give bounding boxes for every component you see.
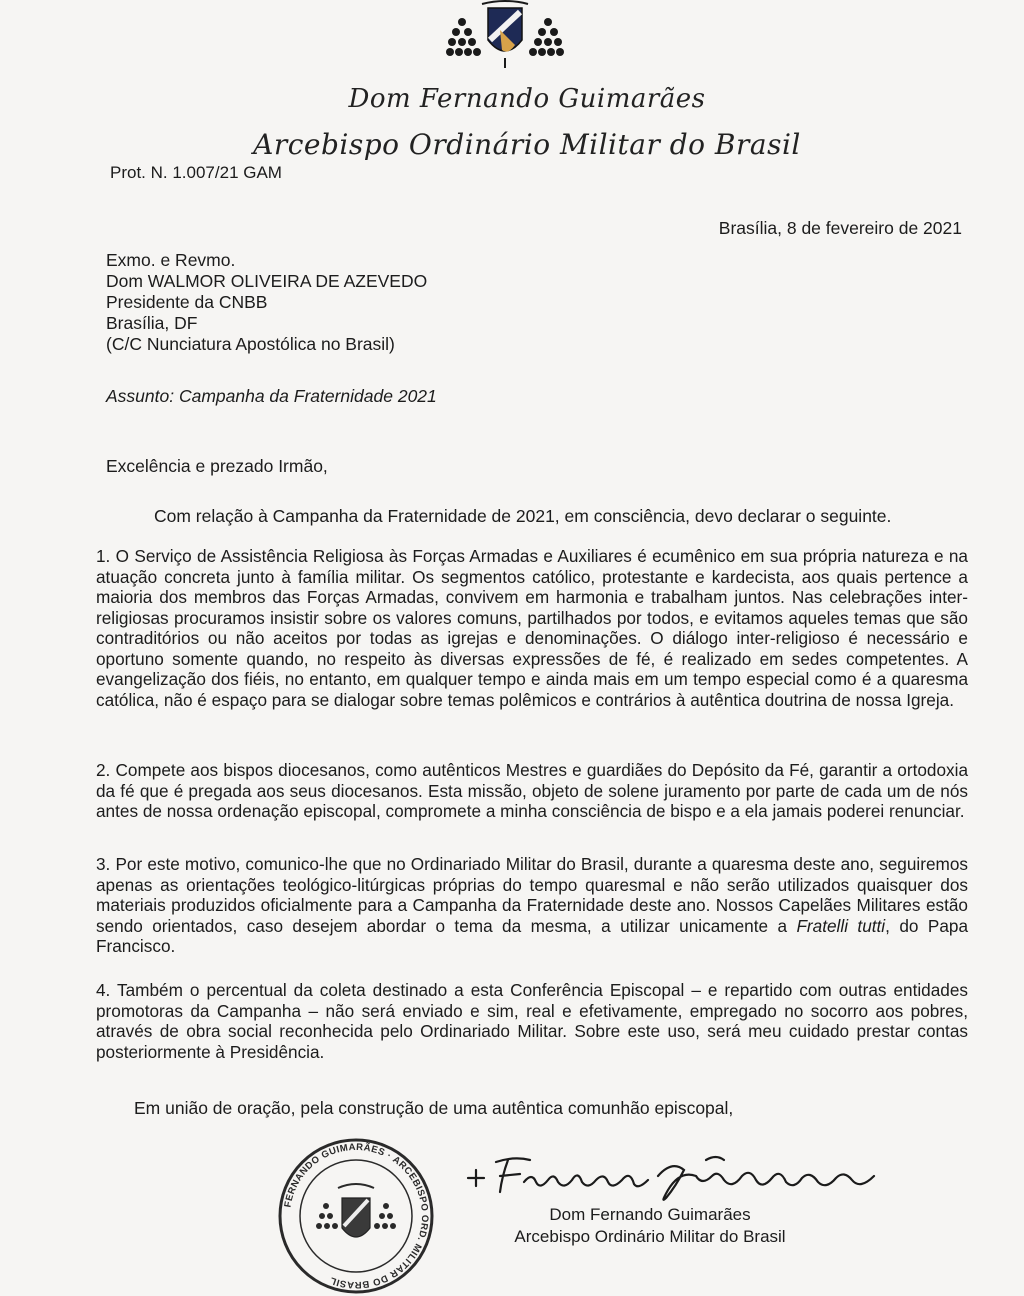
subject-line: Assunto: Campanha da Fraternidade 2021	[106, 386, 437, 406]
recipient-line: Exmo. e Revmo.	[106, 250, 236, 270]
signer-block	[500, 1204, 800, 1248]
paragraph-1: 1. O Serviço de Assistência Religiosa às Forças Armadas e Auxiliares é ecumênico em sua própria natureza e na atuação concreta junto à família militar. Os segmentos católico, protestante e kardecista, aos quais pertence a maioria dos membros das Forças Armadas, convivem em harmonia e trabalham juntos. Nas celebrações inter-religiosas procuramos insistir sobre os valores comuns, partilhados por todos, e evitamos aqueles temas que são contraditórios ou não aceitos por todas as igrejas e denominações. O diálogo inter-religioso é necessário e oportuno somente quando, no respeito às diversas expressões de fé, é realizado em sedes competentes. A evangelização dos fiéis, no entanto, em qualquer tempo e ainda mais em um tempo especial como é a quaresma católica, não é espaço para se dialogar sobre temas polêmicos e contrários à autêntica doutrina de nossa Igreja.	[96, 546, 968, 710]
signer-title: Arcebispo Ordinário Militar do Brasil	[514, 1227, 786, 1246]
coat-of-arms-icon	[440, 0, 570, 70]
signer-name: Dom Fernando Guimarães	[549, 1205, 751, 1224]
greeting: Excelência e prezado Irmão,	[106, 456, 328, 476]
handwritten-signature	[462, 1146, 892, 1206]
recipient-line: Brasília, DF	[106, 313, 198, 333]
protocol-number: Prot. N. 1.007/21 GAM	[110, 163, 282, 182]
seal-text: FERNANDO GUIMARÃES · ARCEBISPO ORD. MILITAR DO BRASIL	[282, 1141, 431, 1291]
paragraph-4: 4. Também o percentual da coleta destinado a esta Conferência Episcopal – e repartido com outras entidades promotoras da Campanha – não será enviado e sim, real e efetivamente, empregado no socorro aos pobres, através de obra social reconhecida pelo Ordinariado Militar. Sobre este uso, será meu cuidado prestar contas posteriormente à Presidência.	[96, 980, 968, 1062]
recipient-line: (C/C Nunciatura Apostólica no Brasil)	[106, 334, 395, 354]
recipient-line: Dom WALMOR OLIVEIRA DE AZEVEDO	[106, 271, 428, 291]
letter-date: Brasília, 8 de fevereiro de 2021	[718, 218, 962, 238]
recipient-line: Presidente da CNBB	[106, 292, 268, 312]
official-seal-icon	[276, 1136, 436, 1296]
paragraph-3-text: 3. Por este motivo, comunico-lhe que no Ordinariado Militar do Brasil, durante a quaresma deste ano, seguiremos apenas as orientações teológico-litúrgicas próprias do tempo quaresmal e não serão utilizados quaisquer dos materiais produzidos oficialmente para a Campanha da Fraternidade deste ano. Nossos Capelães Militares estão sendo orientados, caso desejem abordar o tema da mesma, a utilizar unicamente a	[96, 854, 968, 936]
paragraph-3	[96, 854, 968, 957]
paragraph-3-end: , do Papa Francisco.	[96, 915, 969, 956]
recipient-block	[106, 250, 427, 355]
paragraph-3-emphasis: Fratelli tutti	[796, 915, 886, 936]
header-name: Dom Fernando Guimarães	[348, 84, 706, 114]
intro-sentence: Com relação à Campanha da Fraternidade de 2021, em consciência, devo declarar o seguinte.	[154, 506, 892, 526]
header-title: Arcebispo Ordinário Militar do Brasil	[253, 128, 801, 161]
paragraph-2: 2. Compete aos bispos diocesanos, como autênticos Mestres e guardiães do Depósito da Fé, garantir a ortodoxia da fé que é pregada aos seus diocesanos. Esta missão, objeto de solene juramento por parte de cada um de nós antes de nossa ordenação episcopal, compromete a minha consciência de bispo e a ela jamais poderei renunciar.	[96, 760, 968, 821]
closing-line: Em união de oração, pela construção de uma autêntica comunhão episcopal,	[134, 1098, 734, 1118]
